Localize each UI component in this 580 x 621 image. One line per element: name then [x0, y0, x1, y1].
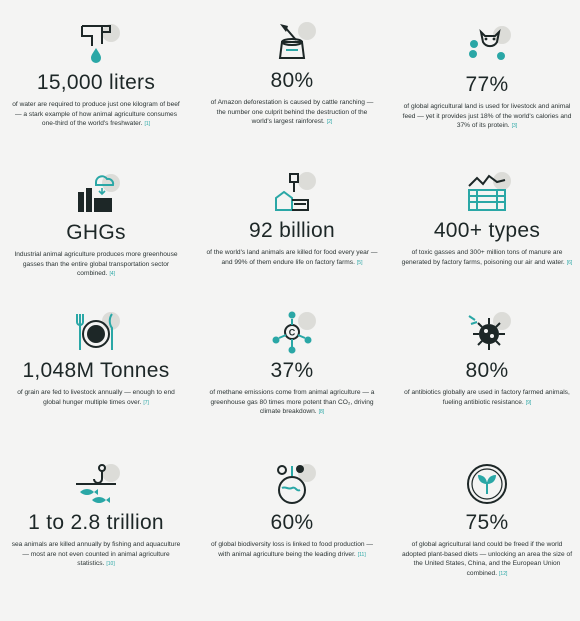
fact-stat: 60% — [270, 511, 314, 534]
fish-hook-icon — [74, 462, 118, 506]
fact-stat: GHGs — [66, 221, 126, 244]
fact-card — [202, 310, 382, 418]
fact-stat: 1,048M Tonnes — [22, 359, 170, 382]
fact-description: of methane emissions come from animal agriculture — a greenhouse gas 80 times more potent than CO₂, driving climate breakdown. [8] — [209, 389, 375, 416]
fact-card — [202, 20, 382, 128]
manure-pit-icon — [465, 170, 509, 214]
fact-stat: 75% — [465, 511, 509, 534]
fact-stat: 15,000 liters — [36, 71, 156, 94]
fact-description: of the world's land animals are killed for food every year — and 99% of them endure life on factory farms. [5] — [206, 249, 378, 266]
fact-description: of grain are fed to livestock annually — enough to end global hunger multiple times over. [7] — [17, 389, 175, 406]
fact-card — [397, 24, 577, 132]
fact-description: of global biodiversity loss is linked to food production — with animal agriculture being the leading driver. [11] — [210, 541, 373, 558]
slaughterhouse-icon — [270, 170, 314, 214]
fact-card — [202, 170, 382, 268]
fact-stat: 80% — [270, 69, 314, 92]
fact-description: of toxic gasses and 300+ million tons of manure are generated by factory farms, poisoning our air and water. [6] — [401, 249, 573, 266]
fact-card — [6, 310, 186, 408]
bacteria-icon — [465, 310, 509, 354]
fact-description: of global agricultural land could be freed if the world adopted plant-based diets — unlocking an area the size of the United States, China, and the European Union combined. [12] — [401, 541, 573, 577]
earth-biodiversity-icon — [270, 462, 314, 506]
fact-card — [397, 462, 577, 579]
fact-stat: 77% — [465, 73, 509, 96]
cow-crops-icon — [465, 24, 509, 68]
faucet-icon — [74, 22, 118, 66]
fact-description: Industrial animal agriculture produces more greenhouse gasses than the entire global transportation sector combined. [4] — [14, 251, 178, 278]
factory-emissions-icon — [74, 172, 118, 216]
fact-card — [397, 170, 577, 268]
fact-description: of antibiotics globally are used in factory farmed animals, fueling antibiotic resistance. [9] — [404, 389, 570, 406]
fact-card — [6, 22, 186, 130]
fact-description: of Amazon deforestation is caused by cattle ranching — the number one culprit behind the destruction of the world's largest rainforest. [2] — [210, 99, 374, 126]
fact-card — [6, 172, 186, 280]
fact-card — [6, 462, 186, 570]
fact-description: of water are required to produce just one kilogram of beef — a stark example of how animal agriculture consumes one-third of the world's freshwater. [1] — [12, 101, 180, 128]
plate-cutlery-icon — [74, 310, 118, 354]
plant-plate-icon — [465, 462, 509, 506]
methane-molecule-icon — [270, 310, 314, 354]
fact-description: sea animals are killed annually by fishing and aquaculture — most are not even counted in animal agriculture statistics. [10] — [11, 541, 181, 568]
fact-stat: 92 billion — [249, 219, 335, 242]
svg-text:C: C — [288, 327, 296, 338]
fact-stat: 400+ types — [433, 219, 541, 242]
fact-card — [397, 310, 577, 408]
fact-stat: 80% — [465, 359, 509, 382]
fact-stat: 37% — [270, 359, 314, 382]
tree-stump-axe-icon — [270, 20, 314, 64]
fact-card — [202, 462, 382, 560]
fact-description: of global agricultural land is used for livestock and animal feed — yet it provides just 18% of the world's calories and 37% of its protein. [3] — [402, 103, 572, 130]
fact-stat: 1 to 2.8 trillion — [28, 511, 164, 534]
